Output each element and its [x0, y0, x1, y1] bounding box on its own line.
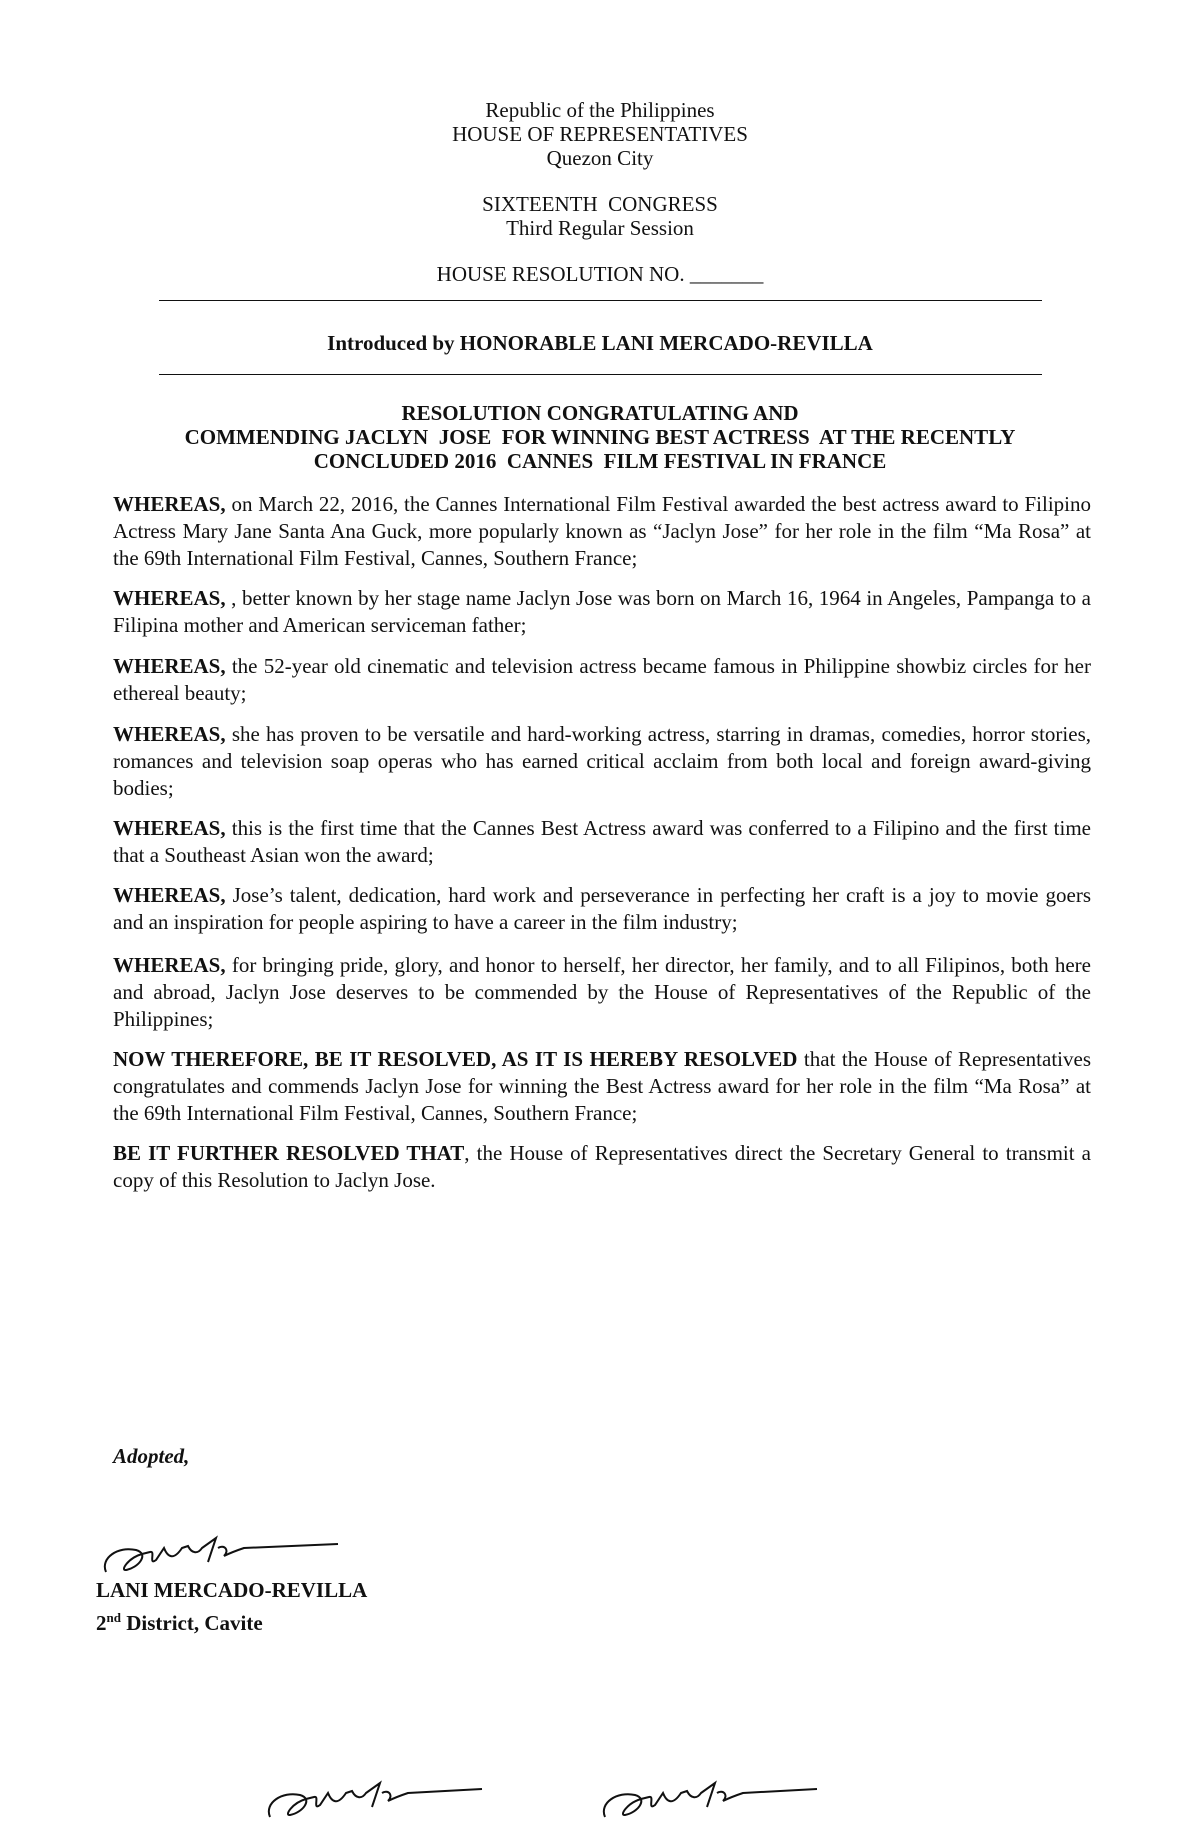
resolution-title-line-3: CONCLUDED 2016 CANNES FILM FESTIVAL IN FRANCE: [313, 449, 887, 473]
further-resolved-paragraph: BE IT FURTHER RESOLVED THAT, the House of Representatives direct the Secretary General to transmit a copy of this Resolution to Jaclyn Jose.: [113, 1141, 1091, 1192]
whereas-paragraph-6: WHEREAS, Jose’s talent, dedication, hard work and perseverance in perfecting her craft is a joy to movie goers and an inspiration for people aspiring to have a career in the film industry;: [113, 883, 1091, 934]
whereas-paragraph-4: WHEREAS, she has proven to be versatile and hard-working actress, starring in dramas, comedies, horror stories, romances and television soap operas who has earned critical acclaim from both local and foreign award-giving bodies;: [113, 722, 1091, 800]
resolution-title-line-1: RESOLUTION CONGRATULATING AND: [401, 401, 799, 425]
header-republic: Republic of the Philippines: [485, 98, 715, 122]
whereas-paragraph-1: WHEREAS, on March 22, 2016, the Cannes International Film Festival awarded the best actress award to Filipino Actress Mary Jane Santa Ana Guck, more popularly known as “Jaclyn Jose” for her role in the film “Ma Rosa” at the 69th International Film Festival, Cannes, Southern France;: [113, 492, 1091, 570]
divider-top: [159, 300, 1042, 301]
whereas-paragraph-7: WHEREAS, for bringing pride, glory, and honor to herself, her director, her family, and to all Filipinos, both here and abroad, Jaclyn Jose deserves to be commended by the House of Representatives of the Republic of the Philippines;: [113, 953, 1091, 1031]
introduced-by: Introduced by HONORABLE LANI MERCADO-REVILLA: [327, 331, 873, 355]
resolved-paragraph: NOW THEREFORE, BE IT RESOLVED, AS IT IS HEREBY RESOLVED that the House of Representatives congratulates and commends Jaclyn Jose for winning the Best Actress award for her role in the film “Ma Rosa” at the 69th International Film Festival, Cannes, Southern France;: [113, 1047, 1091, 1125]
header-session: Third Regular Session: [506, 216, 694, 240]
header-resolution-number: HOUSE RESOLUTION NO. _______: [436, 262, 764, 286]
signatory-name: LANI MERCADO-REVILLA: [96, 1578, 368, 1602]
header-house: HOUSE OF REPRESENTATIVES: [452, 122, 748, 146]
signatory-district: 2nd District, Cavite: [96, 1610, 263, 1635]
whereas-paragraph-3: WHEREAS, the 52-year old cinematic and television actress became famous in Philippine showbiz circles for her ethereal beauty;: [113, 654, 1091, 705]
whereas-paragraph-5: WHEREAS, this is the first time that the Cannes Best Actress award was conferred to a Filipino and the first time that a Southeast Asian won the award;: [113, 816, 1091, 867]
header-congress: SIXTEENTH CONGRESS: [482, 192, 718, 216]
signature-mark-bottom-left: [262, 1773, 492, 1833]
divider-bottom: [159, 374, 1042, 375]
header-city: Quezon City: [546, 146, 654, 170]
signature-mark-bottom-right: [597, 1773, 827, 1833]
adopted-label: Adopted,: [113, 1444, 190, 1468]
whereas-paragraph-2: WHEREAS, , better known by her stage name Jaclyn Jose was born on March 16, 1964 in Angeles, Pampanga to a Filipina mother and American serviceman father;: [113, 586, 1091, 637]
resolution-title-line-2: COMMENDING JACLYN JOSE FOR WINNING BEST ACTRESS AT THE RECENTLY: [184, 425, 1016, 449]
